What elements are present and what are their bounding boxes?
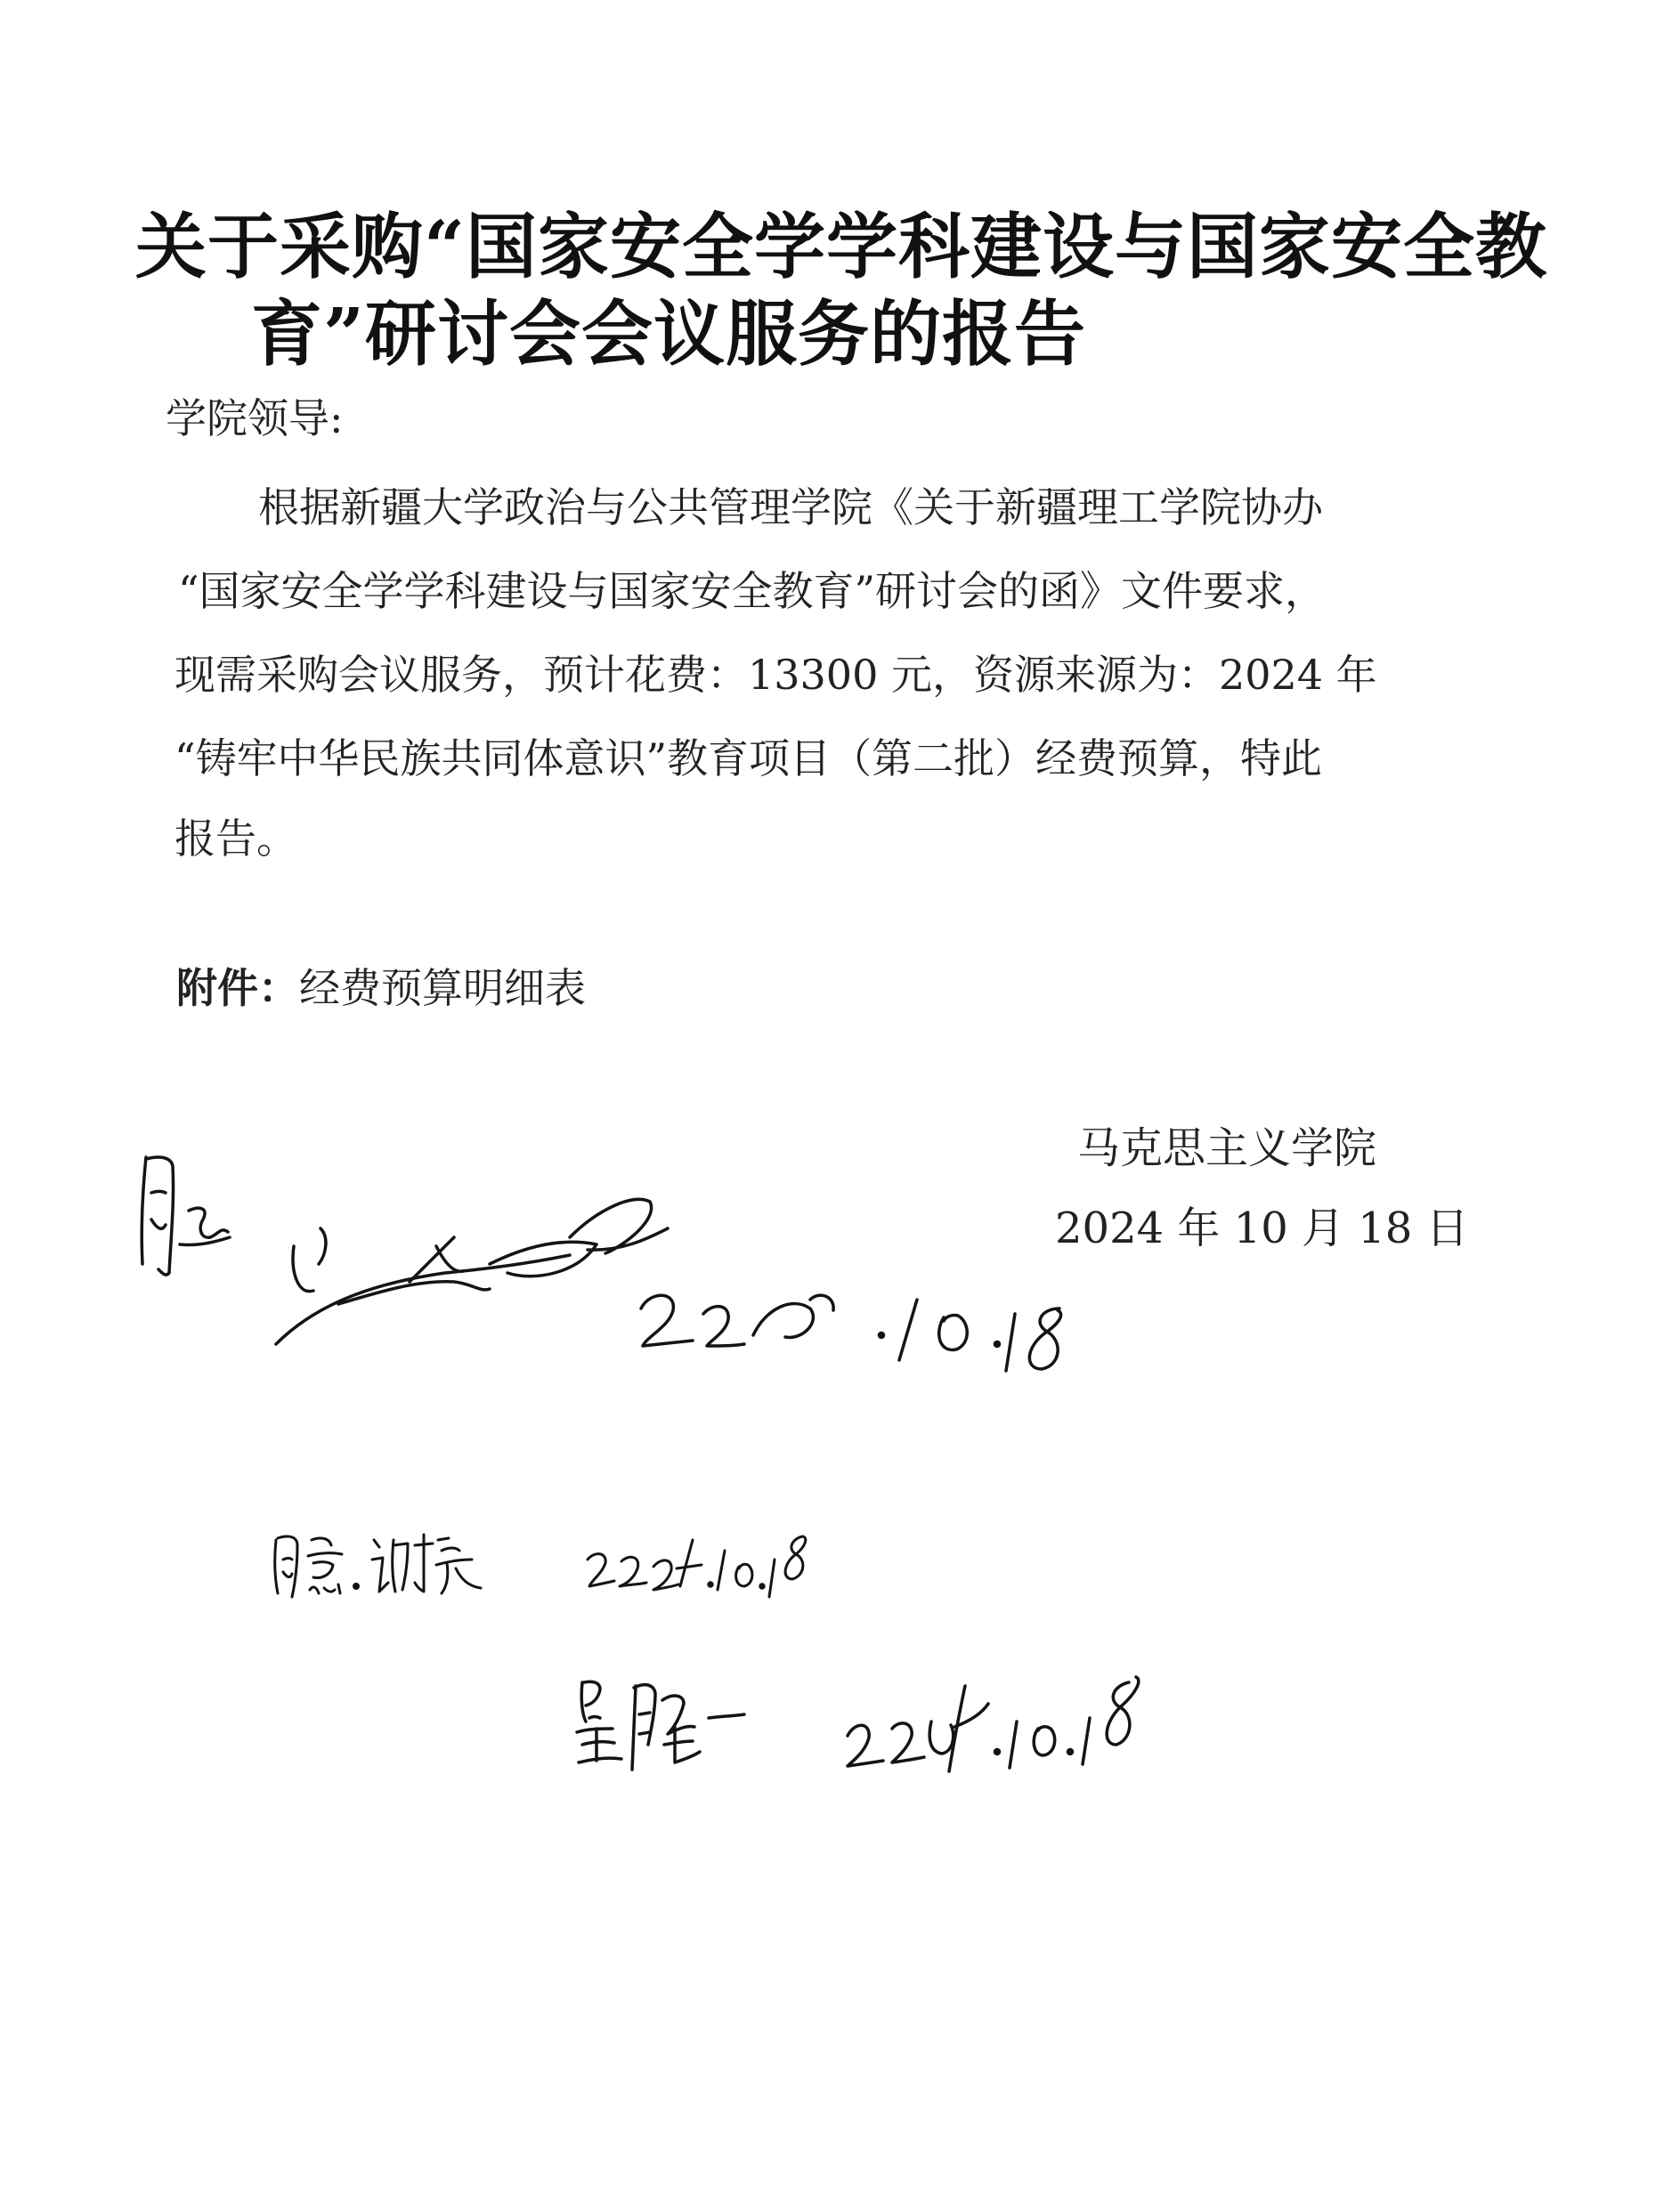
attachment-label: 附件：	[176, 964, 299, 1012]
body-line-3: 现需采购会议服务，预计花费：13300 元，资源来源为：2024 年	[174, 651, 1377, 699]
document-title-line-2: 育”研讨会会议服务的报告	[250, 292, 1086, 376]
salutation: 学院领导:	[166, 394, 344, 442]
document-date: 2024 年 10 月 18 日	[1055, 1203, 1469, 1253]
attachment-text: 经费预算明细表	[299, 964, 586, 1012]
handwritten-approval-1	[116, 1139, 1077, 1406]
signature-1-drawing	[116, 1139, 1077, 1406]
organization-name: 马克思主义学院	[1077, 1123, 1377, 1173]
body-line-4: “铸牢中华民族共同体意识”教育项目（第二批）经费预算，特此	[174, 734, 1323, 782]
handwritten-approval-2	[258, 1504, 846, 1611]
signature-2-drawing	[258, 1504, 846, 1611]
body-line-1: 根据新疆大学政治与公共管理学院《关于新疆理工学院协办	[258, 483, 1323, 531]
document-title-line-1: 关于采购“国家安全学学科建设与国家安全教	[134, 205, 1547, 288]
signature-3-drawing	[570, 1629, 1211, 1789]
body-line-2: “国家安全学学科建设与国家安全教育”研讨会的函》文件要求，	[178, 567, 1327, 615]
body-line-5: 报告。	[174, 814, 297, 863]
attachment-line	[176, 961, 586, 1015]
handwritten-approval-3	[570, 1629, 1211, 1789]
